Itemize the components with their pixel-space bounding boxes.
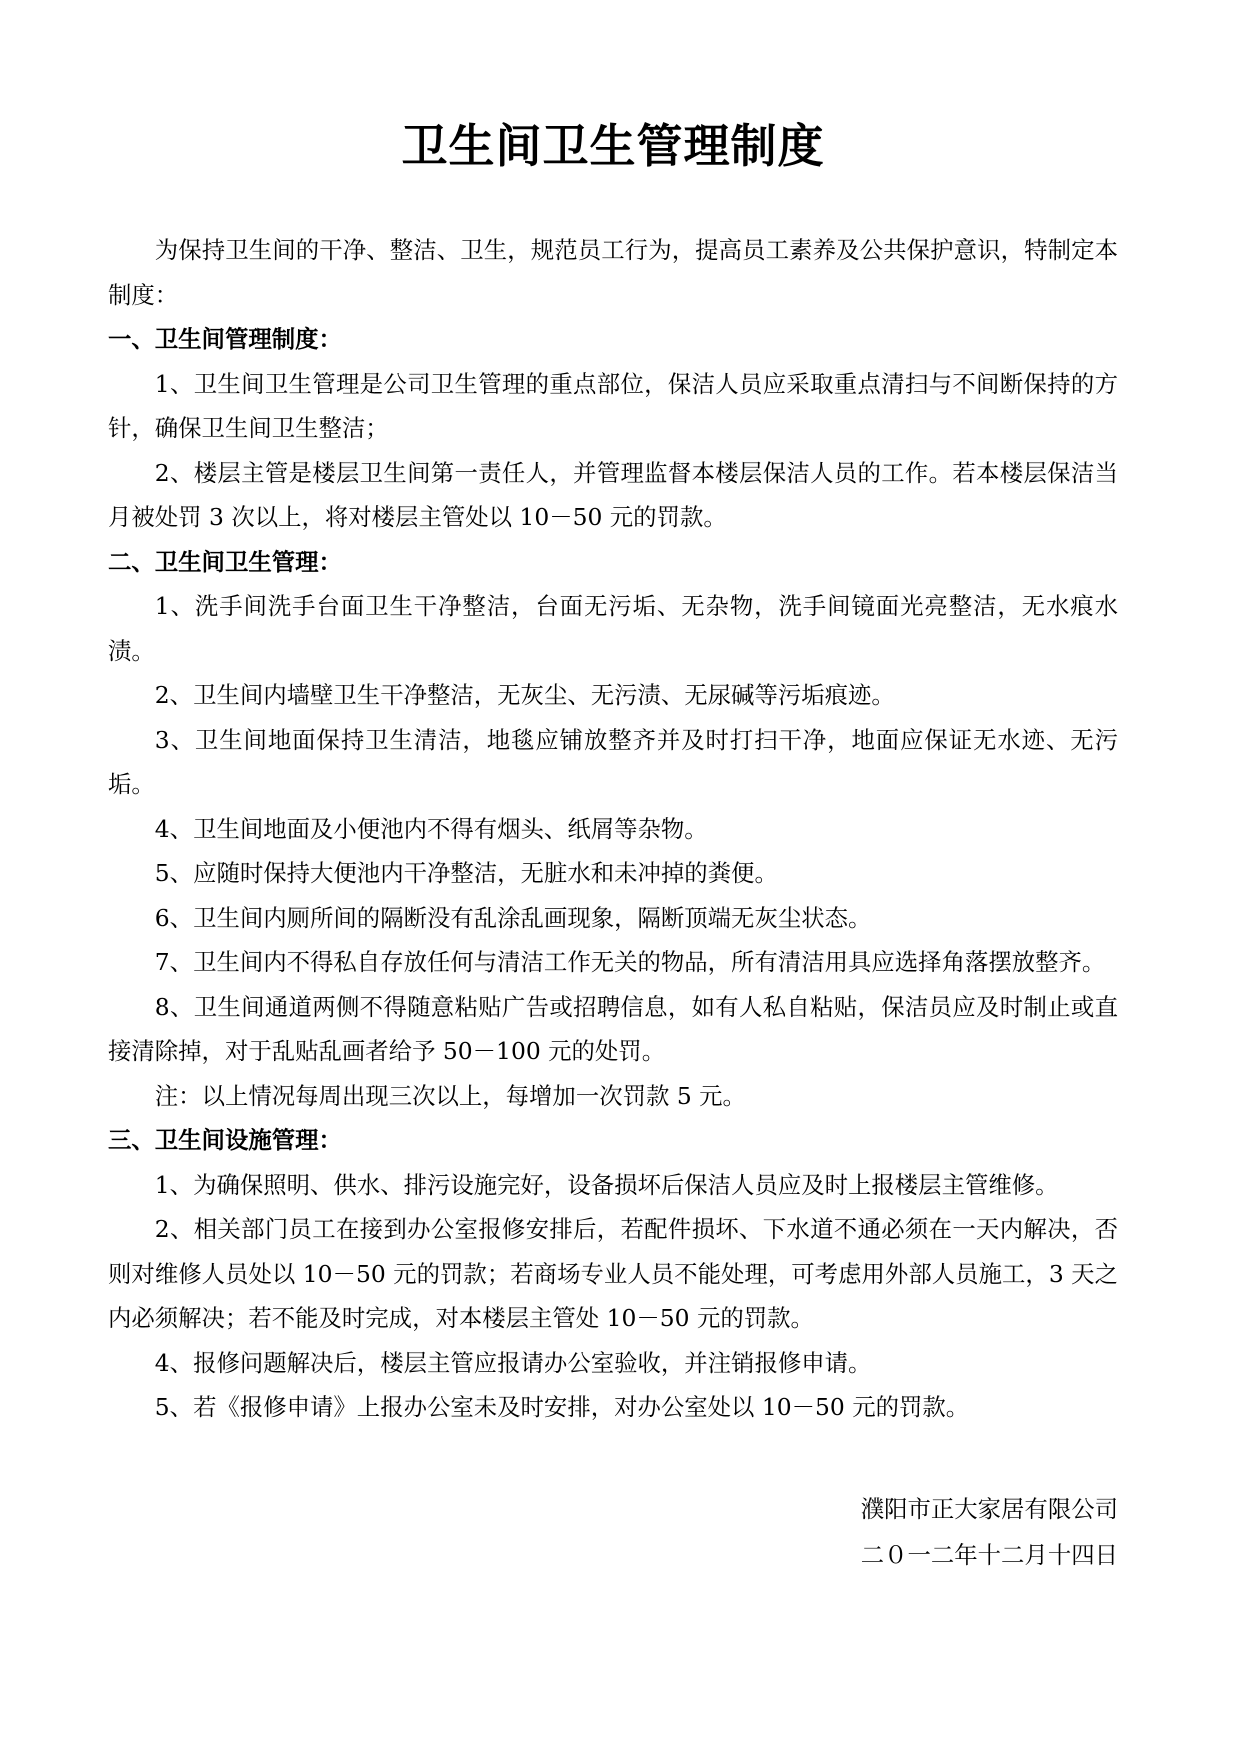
list-item: 1、为确保照明、供水、排污设施完好，设备损坏后保洁人员应及时上报楼层主管维修。 bbox=[154, 1170, 1059, 1199]
list-item: 1、洗手间洗手台面卫生干净整洁，台面无污垢、无杂物，洗手间镜面光亮整洁，无水痕水渍。 bbox=[108, 592, 1118, 665]
list-item: 2、楼层主管是楼层卫生间第一责任人，并管理监督本楼层保洁人员的工作。若本楼层保洁当月被处罚 3 次以上，将对楼层主管处以 10－50 元的罚款。 bbox=[108, 458, 1118, 531]
list-item: 5、若《报修申请》上报办公室未及时安排，对办公室处以 10－50 元的罚款。 bbox=[154, 1393, 970, 1421]
section-heading-facilities: 三、卫生间设施管理： bbox=[108, 1126, 342, 1154]
section-heading-management: 一、卫生间管理制度： bbox=[108, 325, 342, 353]
intro-paragraph: 为保持卫生间的干净、整洁、卫生，规范员工行为，提高员工素养及公共保护意识，特制定本制度： bbox=[108, 236, 1118, 309]
list-item: 7、卫生间内不得私自存放任何与清洁工作无关的物品，所有清洁用具应选择角落摆放整齐。 bbox=[154, 948, 1106, 976]
list-item: 1、卫生间卫生管理是公司卫生管理的重点部位，保洁人员应采取重点清扫与不间断保持的方针，确保卫生间卫生整洁； bbox=[108, 369, 1118, 442]
list-item: 5、应随时保持大便池内干净整洁，无脏水和未冲掉的粪便。 bbox=[154, 859, 778, 887]
document-title: 卫生间卫生管理制度 bbox=[401, 119, 825, 173]
document-date: 二０一二年十二月十四日 bbox=[860, 1541, 1118, 1569]
list-item: 2、卫生间内墙壁卫生干净整洁，无灰尘、无污渍、无尿碱等污垢痕迹。 bbox=[154, 681, 895, 709]
section-heading-hygiene: 二、卫生间卫生管理： bbox=[108, 547, 342, 576]
note-paragraph: 注：以上情况每周出现三次以上，每增加一次罚款 5 元。 bbox=[154, 1081, 746, 1110]
list-item: 2、相关部门员工在接到办公室报修安排后，若配件损坏、下水道不通必须在一天内解决，否则对维修人员处以 10－50 元的罚款；若商场专业人员不能处理，可考虑用外部人员施工，3 天之内必须解决；若不能及时完成，对本楼层主管处 10－50 元的罚款。 bbox=[108, 1215, 1118, 1332]
company-name: 濮阳市正大家居有限公司 bbox=[860, 1495, 1118, 1523]
list-item: 4、报修问题解决后，楼层主管应报请办公室验收，并注销报修申请。 bbox=[154, 1348, 872, 1377]
list-item: 3、卫生间地面保持卫生清洁，地毯应铺放整齐并及时打扫干净，地面应保证无水迹、无污垢。 bbox=[108, 725, 1118, 798]
list-item: 4、卫生间地面及小便池内不得有烟头、纸屑等杂物。 bbox=[154, 814, 708, 843]
signature-block bbox=[108, 1486, 1118, 1578]
document-body bbox=[108, 228, 1118, 1430]
list-item: 8、卫生间通道两侧不得随意粘贴广告或招聘信息，如有人私自粘贴，保洁员应及时制止或直接清除掉，对于乱贴乱画者给予 50－100 元的处罚。 bbox=[108, 992, 1118, 1065]
list-item: 6、卫生间内厕所间的隔断没有乱涂乱画现象，隔断顶端无灰尘状态。 bbox=[154, 903, 872, 932]
